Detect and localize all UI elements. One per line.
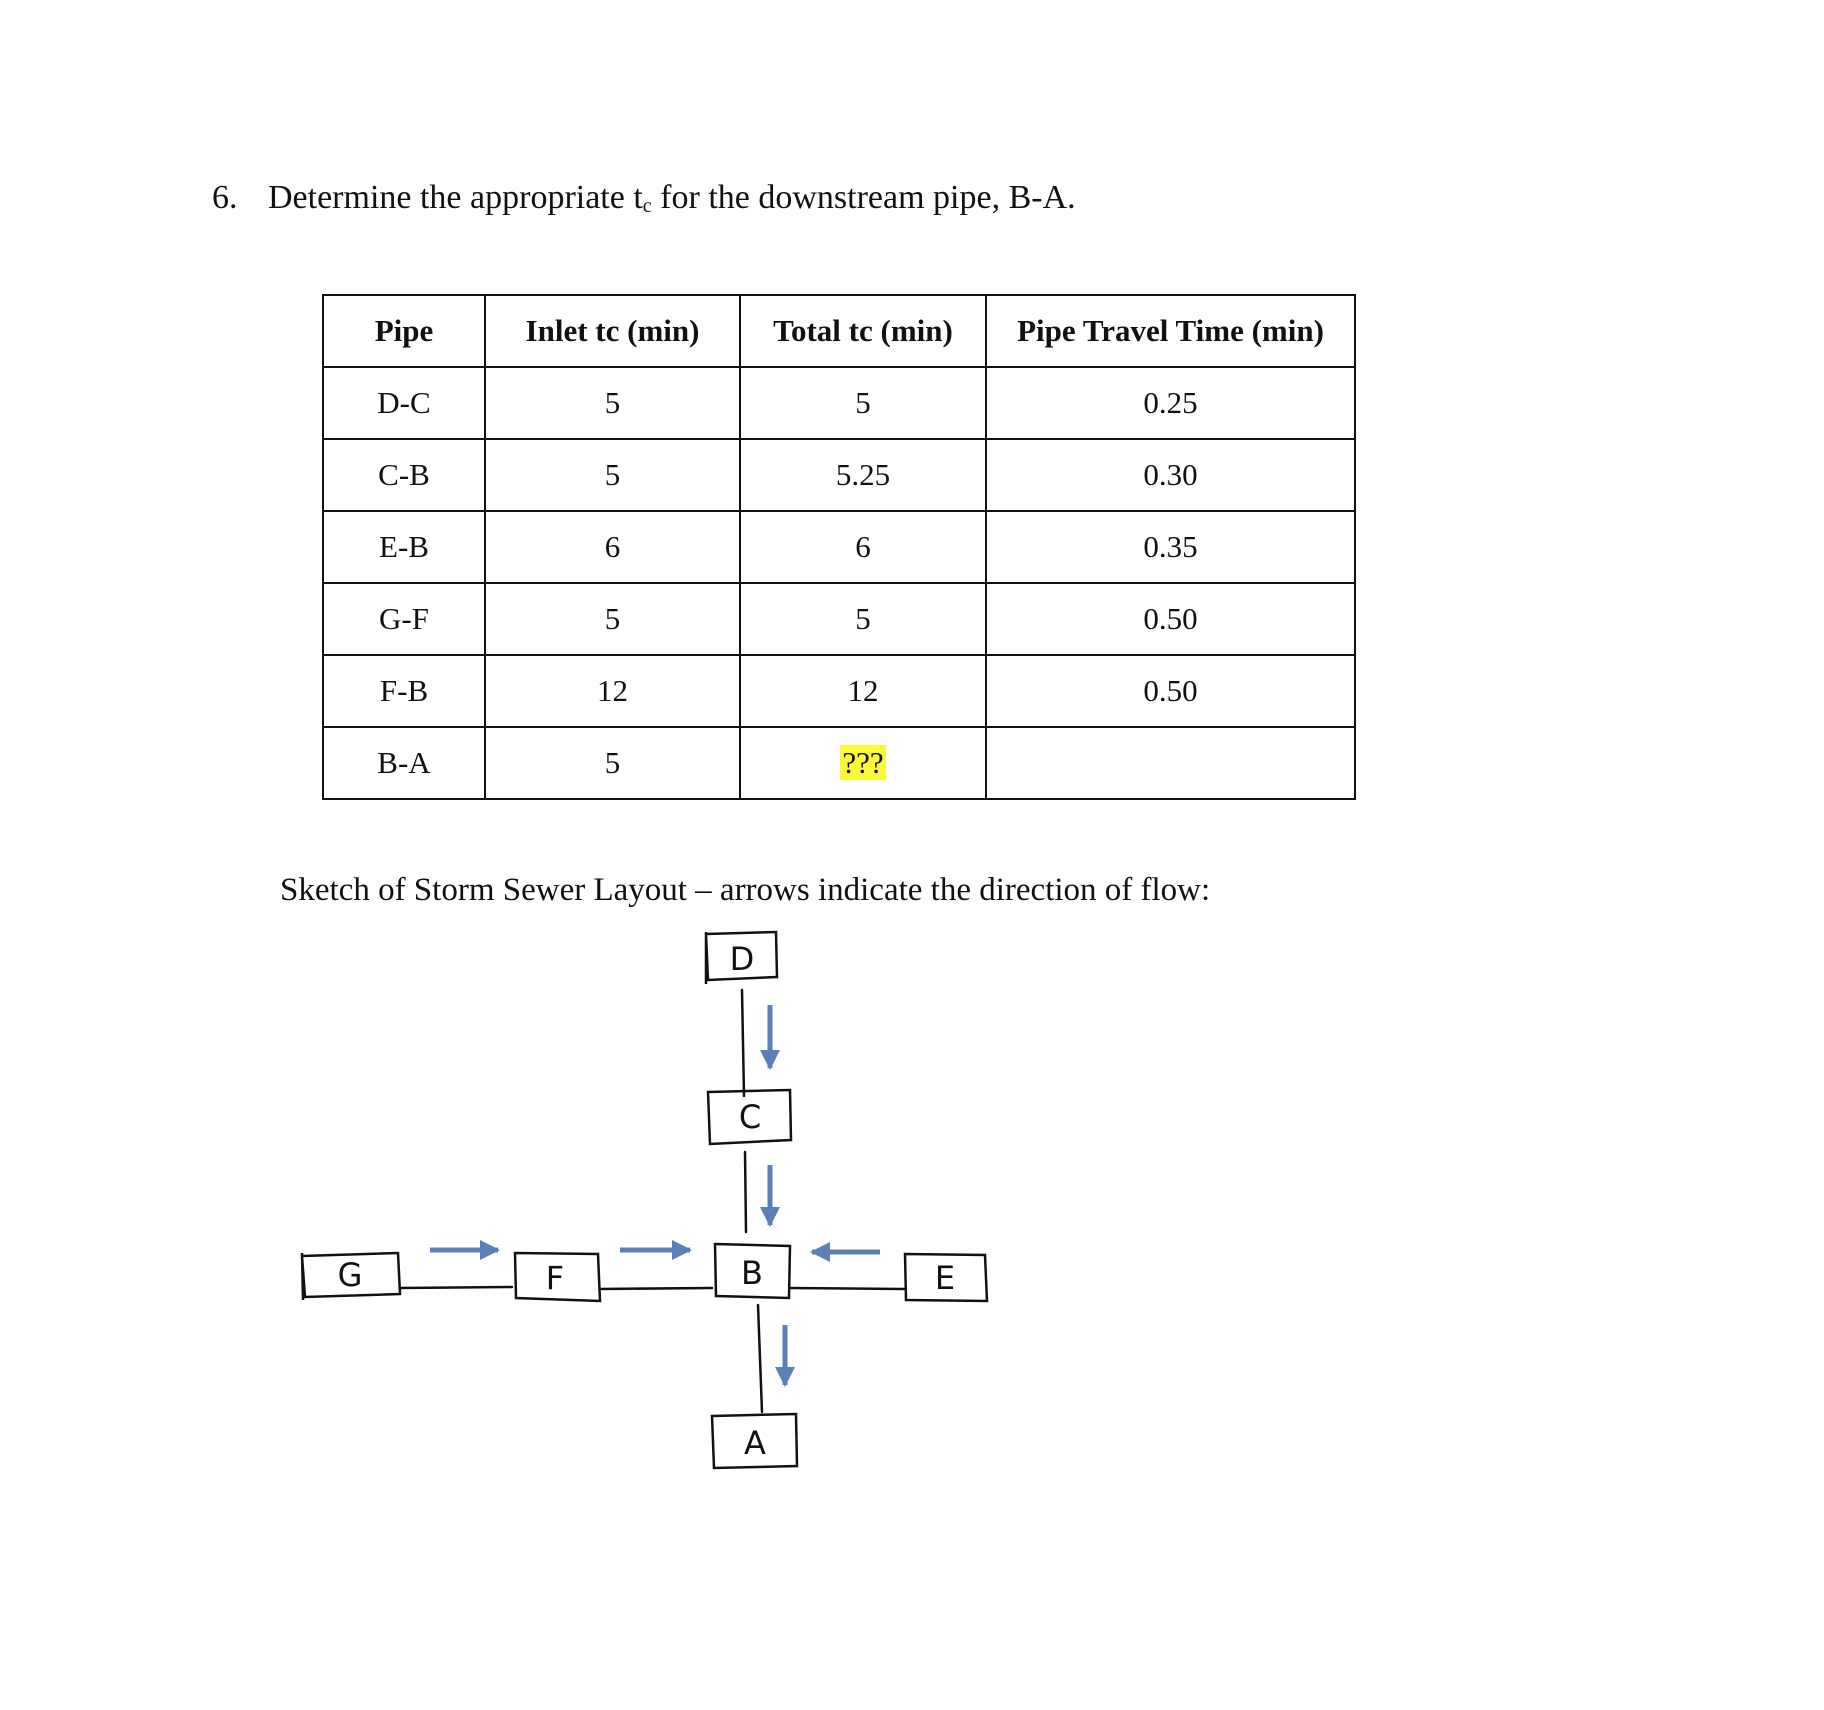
node-d-label: D xyxy=(729,940,755,978)
header-pipe-travel-time: Pipe Travel Time (min) xyxy=(986,295,1355,367)
cell-travel-time: 0.30 xyxy=(986,439,1355,511)
node-a-label: A xyxy=(744,1424,766,1462)
pipe-d-c xyxy=(742,990,744,1096)
question-number: 6. xyxy=(212,179,238,216)
cell-pipe: E-B xyxy=(323,511,485,583)
node-e-label: E xyxy=(934,1259,956,1297)
cell-inlet-tc: 12 xyxy=(485,655,740,727)
pipe-g-f xyxy=(400,1287,512,1288)
cell-travel-time: 0.50 xyxy=(986,583,1355,655)
cell-travel-time: 0.35 xyxy=(986,511,1355,583)
unknown-highlight: ??? xyxy=(842,745,884,780)
node-g-label: G xyxy=(337,1256,363,1294)
cell-inlet-tc: 5 xyxy=(485,367,740,439)
pipe-c-b xyxy=(745,1152,746,1232)
header-total-tc: Total tc (min) xyxy=(740,295,986,367)
node-c-label: C xyxy=(738,1098,762,1136)
cell-travel-time: 0.25 xyxy=(986,367,1355,439)
cell-travel-time: 0.50 xyxy=(986,655,1355,727)
cell-total-tc: 6 xyxy=(740,511,986,583)
cell-pipe: C-B xyxy=(323,439,485,511)
cell-pipe: F-B xyxy=(323,655,485,727)
question-subscript: c xyxy=(642,195,652,217)
header-inlet-tc: Inlet tc (min) xyxy=(485,295,740,367)
cell-total-tc: 5.25 xyxy=(740,439,986,511)
cell-pipe: G-F xyxy=(323,583,485,655)
cell-inlet-tc: 5 xyxy=(485,439,740,511)
question-text-end: for the downstream pipe, B-A. xyxy=(651,179,1076,216)
question-text-start: Determine the appropriate t xyxy=(268,179,643,216)
cell-inlet-tc: 5 xyxy=(485,727,740,799)
cell-inlet-tc: 5 xyxy=(485,583,740,655)
cell-pipe: D-C xyxy=(323,367,485,439)
cell-total-tc: 5 xyxy=(740,583,986,655)
cell-inlet-tc: 6 xyxy=(485,511,740,583)
pipe-e-b xyxy=(790,1288,905,1289)
pipe-b-a xyxy=(758,1305,762,1412)
node-b-label: B xyxy=(741,1254,763,1292)
cell-pipe: B-A xyxy=(323,727,485,799)
pipe-f-b xyxy=(600,1288,712,1289)
header-pipe: Pipe xyxy=(323,295,485,367)
node-f-label: F xyxy=(545,1259,565,1297)
sketch-caption: Sketch of Storm Sewer Layout – arrows indicate the direction of flow: xyxy=(280,872,1211,908)
cell-total-tc: 5 xyxy=(740,367,986,439)
cell-total-tc: 12 xyxy=(740,655,986,727)
